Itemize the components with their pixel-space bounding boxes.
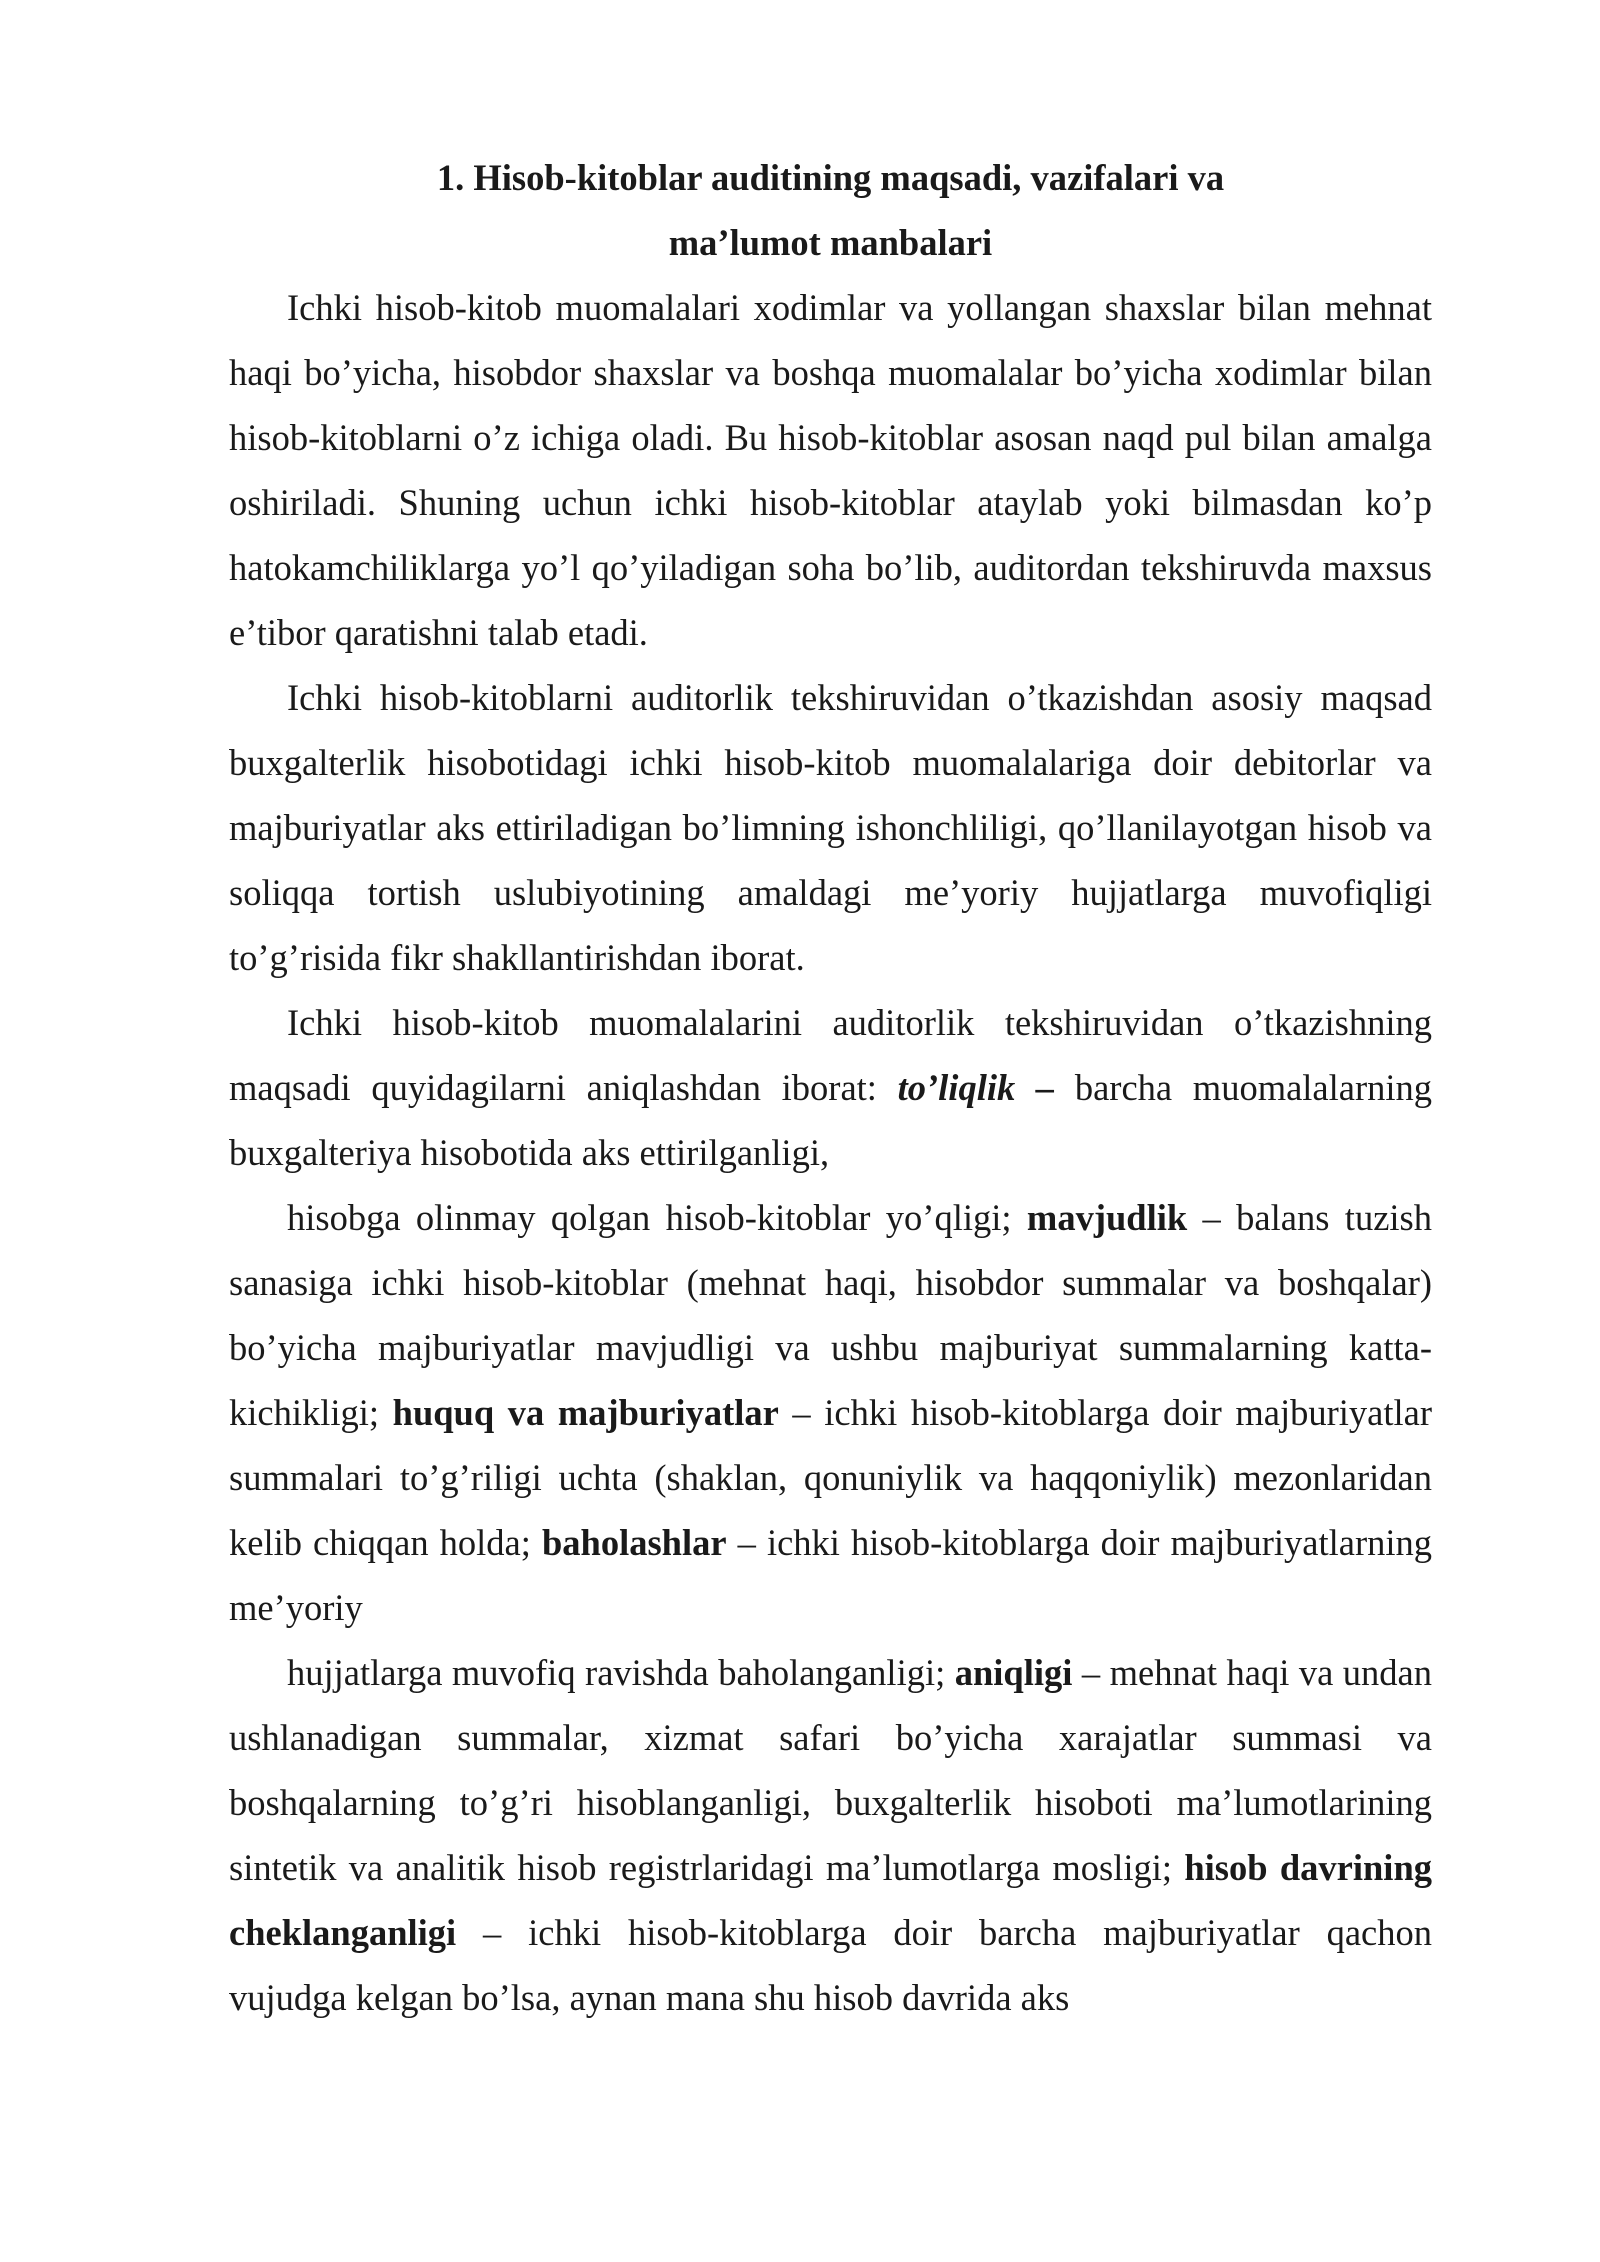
document-body (229, 145, 1432, 2030)
section-title: 1. Hisob-kitoblar auditining maqsadi, vazifalari va ma’lumot manbalari (436, 157, 1225, 263)
paragraph-text: barcha muomalalarning buxgalteriya hisobotida aks ettirilganligi, (229, 1067, 1433, 1173)
term-valuation: baholashlar (541, 1522, 727, 1563)
paragraph-accuracy (229, 1640, 1432, 2030)
paragraph-text: – mehnat haqi va undan ushlanadigan summalar, xizmat safari bo’yicha xarajatlar summasi va boshqalarning to’g’ri hisoblanganligi, buxgalterlik hisoboti ma’lumotlarining sintetik va analitik hisob registrlaridagi ma’lumotlarga mosligi; (229, 1652, 1432, 1888)
paragraph-main-goal: Ichki hisob-kitoblarni auditorlik tekshiruvidan o’tkazishdan asosiy maqsad buxgalterlik hisobotidagi ichki hisob-kitob muomalalariga doir debitorlar va majburiyatlar aks ettiriladigan bo’limning ishonchliligi, qo’llanilayotgan hisob va soliqqa tortish uslubiyotining amaldagi me’yoriy hujjatlarga muvofiqligi to’g’risida fikr shakllantirishdan iborat. (229, 677, 1432, 978)
term-existence: mavjudlik (1026, 1197, 1188, 1238)
paragraph-objectives (229, 990, 1432, 1185)
paragraph-text: – ichki hisob-kitoblarga doir majburiyatlarning me’yoriy (229, 1522, 1432, 1628)
paragraph-assertions (229, 1185, 1432, 1640)
paragraph-text: – balans tuzish sanasiga ichki hisob-kitoblar (mehnat haqi, hisobdor summalar va boshqalar) bo’yicha majburiyatlar mavjudligi va ushbu majburiyat summalarning katta-kichikligi; (229, 1197, 1432, 1433)
term-accuracy: aniqligi (954, 1652, 1073, 1693)
term-rights-obligations: huquq va majburiyatlar (392, 1392, 779, 1433)
paragraph-text: – ichki hisob-kitoblarga doir majburiyatlar summalari to’g’riligi uchta (shaklan, qonuniylik va haqqoniylik) mezonlaridan kelib chiqqan holda; (229, 1392, 1432, 1563)
paragraph-text: hujjatlarga muvofiq ravishda baholanganligi; (287, 1652, 955, 1693)
paragraph-text: – ichki hisob-kitoblarga doir barcha majburiyatlar qachon vujudga kelgan bo’lsa, aynan mana shu hisob davrida aks (229, 1912, 1432, 2018)
term-cutoff: hisob davrining cheklanganligi (229, 1847, 1432, 1953)
paragraph-text: hisobga olinmay qolgan hisob-kitoblar yo’qligi; (287, 1197, 1027, 1238)
term-completeness: to’liqlik – (897, 1067, 1055, 1108)
paragraph-text: Ichki hisob-kitob muomalalarini auditorlik tekshiruvidan o’tkazishning maqsadi quyidagilarni aniqlashdan iborat: (229, 1002, 1432, 1108)
paragraph-intro: Ichki hisob-kitob muomalalari xodimlar va yollangan shaxslar bilan mehnat haqi bo’yicha, hisobdor shaxslar va boshqa muomalalar bo’yicha xodimlar bilan hisob-kitoblarni o’z ichiga oladi. Bu hisob-kitoblar asosan naqd pul bilan amalga oshiriladi. Shuning uchun ichki hisob-kitoblar ataylab yoki bilmasdan ko’p hatokamchiliklarga yo’l qo’yiladigan soha bo’lib, auditordan tekshiruvda maxsus e’tibor qaratishni talab etadi. (229, 287, 1432, 653)
